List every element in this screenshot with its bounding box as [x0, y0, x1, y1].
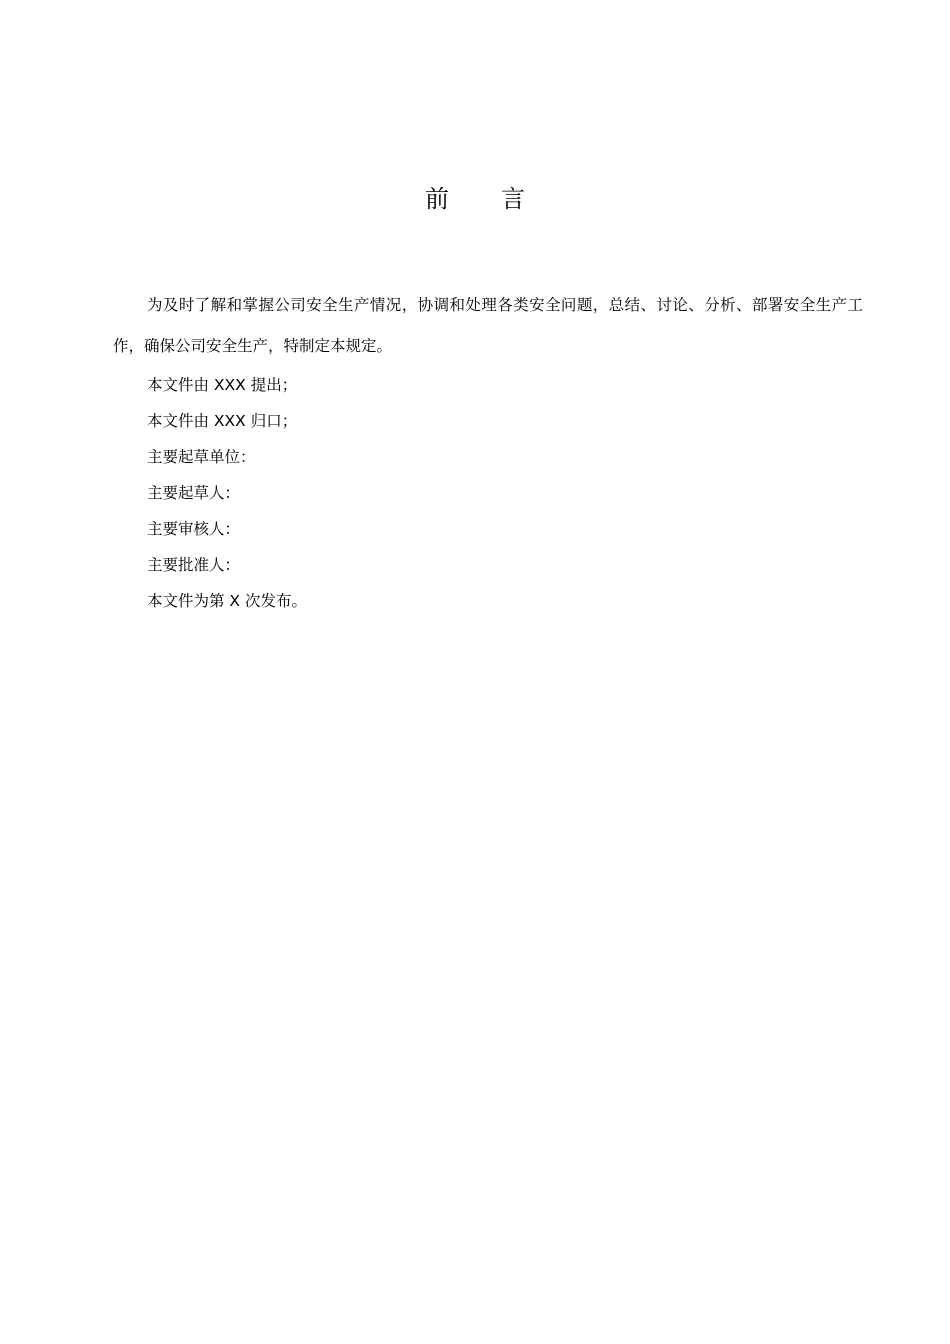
intro-paragraph: 为及时了解和掌握公司安全生产情况，协调和处理各类安全问题，总结、讨论、分析、部署安全生产工作，确保公司安全生产，特制定本规定。 — [113, 296, 863, 355]
approver-line: 主要批准人： — [147, 556, 241, 574]
reviewer-line: 主要审核人： — [147, 520, 241, 538]
custodian-line: 本文件由 XXX 归口； — [147, 412, 298, 430]
drafting-unit-line: 主要起草单位： — [147, 448, 256, 466]
proposer-line: 本文件由 XXX 提出； — [147, 376, 298, 394]
drafter-line: 主要起草人： — [147, 484, 241, 502]
document-body — [113, 285, 863, 619]
release-line: 本文件为第 X 次发布。 — [147, 592, 307, 610]
page-title: 前言 — [425, 185, 577, 213]
